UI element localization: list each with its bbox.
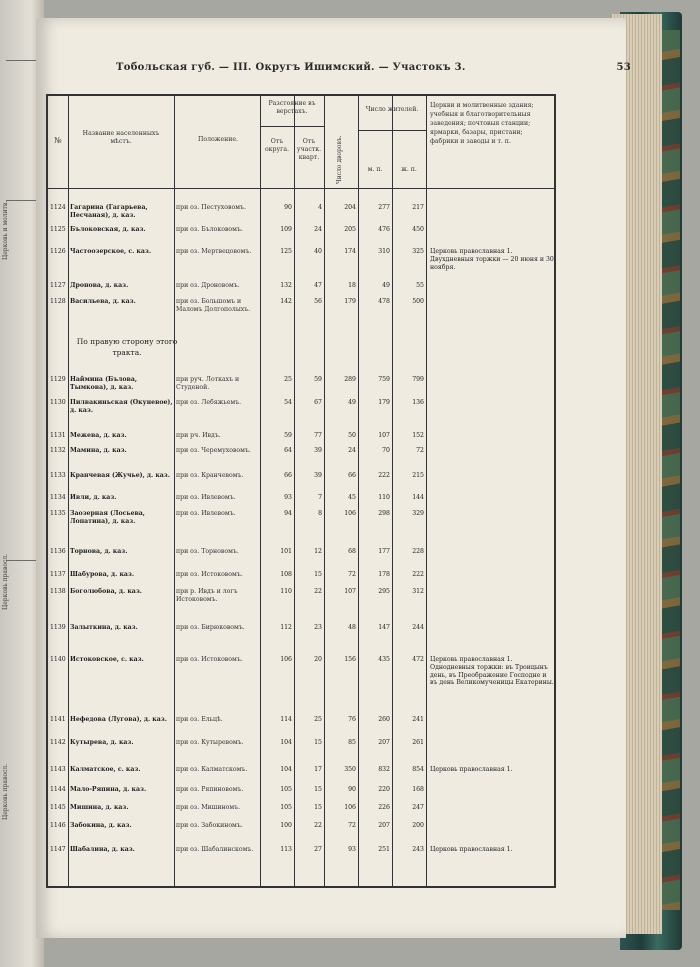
cell-num: 1143 [50,766,66,773]
cell-m: 478 [378,298,390,305]
cell-num: 1127 [50,282,66,289]
cell-m: 222 [378,472,390,479]
column-rule [174,96,175,886]
column-rule [358,96,359,886]
cell-hh: 72 [348,822,356,829]
cell-name: Мамина, д. каз. [70,447,127,454]
left-page-fragment: Церковь и молитв. [2,200,9,260]
cell-pos: при рч. Ивдъ. [176,432,221,439]
cell-name: Пилвакиньская (Окуневое), д. каз. [70,399,173,414]
cell-m: 207 [378,822,390,829]
cell-pos: при оз. Бълоковомъ. [176,226,243,233]
cell-f: 247 [412,804,424,811]
header-dist-uchastok: Отъ участк. кварт. [296,138,322,162]
page-title: Тобольская губ. — III. Округъ Ишимский. — Участокъ 3. [116,62,466,73]
statistics-table [46,94,556,888]
cell-hh: 90 [348,786,356,793]
cell-f: 500 [412,298,424,305]
column-rule [392,96,393,886]
cell-d1: 106 [280,656,292,663]
header-male: м. п. [367,166,383,173]
cell-m: 295 [378,588,390,595]
cell-d1: 54 [284,399,292,406]
cell-hh: 289 [344,376,356,383]
cell-pos: при оз. Кутыревомъ. [176,739,244,746]
cell-pos: при р. Ивдъ и логъ Истоковомъ. [176,588,238,603]
cell-hh: 156 [344,656,356,663]
header-rule [48,188,554,189]
header-distance: Разстояние въ верстахъ. [268,100,316,116]
cell-d2: 15 [314,786,322,793]
cell-d2: 12 [314,548,322,555]
cell-d1: 104 [280,766,292,773]
cell-num: 1132 [50,447,66,454]
cell-pos: при оз. Пестуховомъ. [176,204,246,211]
cell-name: Наймина (Бълова, Тымкова), д. каз. [70,376,138,391]
cell-d2: 39 [314,447,322,454]
cell-num: 1147 [50,846,66,853]
cell-pos: при оз. Калматскомъ. [176,766,248,773]
left-page-rule [6,60,36,61]
cell-pos: при оз. Дроновомъ. [176,282,240,289]
cell-hh: 205 [344,226,356,233]
cell-d2: 4 [318,204,322,211]
cell-f: 261 [412,739,424,746]
cell-hh: 24 [348,447,356,454]
cell-d1: 104 [280,739,292,746]
header-dist-okrug: Отъ округа. [264,138,290,154]
cell-d2: 8 [318,510,322,517]
cell-hh: 72 [348,571,356,578]
cell-hh: 66 [348,472,356,479]
cell-num: 1135 [50,510,66,517]
cell-pos: при оз. Ельцѣ. [176,716,223,723]
cell-d1: 113 [280,846,292,853]
cell-f: 222 [412,571,424,578]
cell-pos: при оз. Мертвецовомъ. [176,248,252,255]
cell-m: 220 [378,786,390,793]
cell-church: Церковь православная 1. Двухдневныя торжки — 20 июня и 30 ноября. [430,248,554,271]
header-num: № [54,136,62,145]
cell-f: 144 [412,494,424,501]
cell-d2: 23 [314,624,322,631]
cell-pos: при оз. Забокиномъ. [176,822,243,829]
cell-d2: 39 [314,472,322,479]
cell-d2: 15 [314,571,322,578]
cell-f: 136 [412,399,424,406]
cell-d1: 105 [280,804,292,811]
cell-name: Кранчевая (Жучье), д. каз. [70,472,170,479]
cell-d1: 59 [284,432,292,439]
cell-name: Ивли, д. каз. [70,494,117,501]
cell-hh: 85 [348,739,356,746]
cell-name: Заозерная (Лосьева, Лопатина), д. каз. [70,510,145,525]
cell-m: 110 [378,494,390,501]
cell-f: 450 [412,226,424,233]
cell-hh: 68 [348,548,356,555]
cell-hh: 174 [344,248,356,255]
cell-pos: при оз. Ряпиновомъ. [176,786,244,793]
cell-name: Торнова, д. каз. [70,548,128,555]
cell-f: 854 [412,766,424,773]
cell-num: 1142 [50,739,66,746]
cell-d2: 56 [314,298,322,305]
cell-d1: 132 [280,282,292,289]
cell-m: 207 [378,739,390,746]
cell-pos: при оз. Лебяжьемъ. [176,399,242,406]
cell-f: 325 [412,248,424,255]
column-rule [294,96,295,886]
cell-church: Церковь православная 1. [430,846,513,853]
cell-name: Шабалина, д. каз. [70,846,135,853]
column-rule [426,96,427,886]
cell-d2: 47 [314,282,322,289]
cell-num: 1139 [50,624,66,631]
cell-d1: 125 [280,248,292,255]
cell-m: 277 [378,204,390,211]
cell-f: 152 [412,432,424,439]
cell-f: 241 [412,716,424,723]
cell-m: 147 [378,624,390,631]
cell-d1: 25 [284,376,292,383]
cell-pos: при оз. Ивлевомъ. [176,510,236,517]
cell-d1: 66 [284,472,292,479]
cell-f: 244 [412,624,424,631]
left-page-fragment: Церковь правосл. [2,553,9,610]
cell-pos: при оз. Истоковомъ. [176,571,243,578]
cell-d1: 100 [280,822,292,829]
header-name: Название населенныхъ мѣстъ. [82,130,160,146]
cell-num: 1124 [50,204,66,211]
cell-hh: 45 [348,494,356,501]
cell-num: 1131 [50,432,66,439]
cell-num: 1141 [50,716,66,723]
cell-hh: 48 [348,624,356,631]
cell-f: 243 [412,846,424,853]
cell-name: Частоозерское, с. каз. [70,248,151,255]
cell-d2: 20 [314,656,322,663]
cell-hh: 50 [348,432,356,439]
cell-d2: 24 [314,226,322,233]
cell-pos: при оз. Торновомъ. [176,548,239,555]
cell-d1: 109 [280,226,292,233]
cell-d2: 17 [314,766,322,773]
cell-m: 435 [378,656,390,663]
cell-name: Нефедова (Лугова), д. каз. [70,716,167,723]
cell-d1: 90 [284,204,292,211]
cell-f: 329 [412,510,424,517]
cell-name: Дронова, д. каз. [70,282,129,289]
cell-num: 1130 [50,399,66,406]
cell-num: 1136 [50,548,66,555]
cell-d2: 22 [314,822,322,829]
cell-f: 55 [416,282,424,289]
cell-hh: 350 [344,766,356,773]
cell-m: 759 [378,376,390,383]
cell-f: 217 [412,204,424,211]
cell-m: 178 [378,571,390,578]
cell-d2: 15 [314,739,322,746]
cell-hh: 106 [344,510,356,517]
cell-pos: при оз. Большомъ и Маломъ Долгополыхъ. [176,298,251,313]
cell-d1: 114 [280,716,292,723]
cell-pos: при оз. Мишиномъ. [176,804,241,811]
cell-hh: 49 [348,399,356,406]
cell-d2: 7 [318,494,322,501]
cell-d1: 112 [280,624,292,631]
cell-m: 179 [378,399,390,406]
cell-pos: при оз. Шабалинскомъ. [176,846,254,853]
cell-d2: 59 [314,376,322,383]
cell-hh: 76 [348,716,356,723]
column-rule [260,96,261,886]
header-households: Число дворовъ. [336,135,343,184]
cell-hh: 204 [344,204,356,211]
cell-d2: 15 [314,804,322,811]
cell-d1: 94 [284,510,292,517]
cell-d1: 110 [280,588,292,595]
cell-hh: 179 [344,298,356,305]
cell-church: Церковь православная 1. Однодневныя торжки: въ Троицынъ день, въ Преображение Господне и въ день Великомученицы Екатерины. [430,656,554,687]
cell-d1: 108 [280,571,292,578]
cell-pos: при оз. Ивлевомъ. [176,494,236,501]
section-label: По правую сторону этого тракта. [76,337,178,358]
cell-num: 1140 [50,656,66,663]
header-subrule [358,130,426,131]
cell-num: 1126 [50,248,66,255]
cell-hh: 93 [348,846,356,853]
cell-f: 312 [412,588,424,595]
cell-name: Боголюбова, д. каз. [70,588,142,595]
cell-d2: 67 [314,399,322,406]
cell-m: 49 [382,282,390,289]
header-subrule [260,126,324,127]
cell-num: 1134 [50,494,66,501]
cell-num: 1128 [50,298,66,305]
cell-pos: при оз. Бирюковомъ. [176,624,245,631]
cell-name: Гагарина (Гагарьева, Песчаная), д. каз. [70,204,148,219]
cell-pos: при оз. Истоковомъ. [176,656,243,663]
column-rule [324,96,325,886]
cell-name: Кутырева, д. каз. [70,739,134,746]
cell-name: Истоковское, с. каз. [70,656,144,663]
cell-d1: 105 [280,786,292,793]
cell-m: 251 [378,846,390,853]
cell-d2: 27 [314,846,322,853]
cell-name: Залыткина, д. каз. [70,624,138,631]
cell-num: 1138 [50,588,66,595]
marbled-endpaper [660,30,680,910]
cell-m: 310 [378,248,390,255]
page-header [116,62,631,73]
cell-m: 107 [378,432,390,439]
cell-d1: 64 [284,447,292,454]
cell-m: 226 [378,804,390,811]
page-number: 53 [616,62,631,73]
cell-name: Калматское, с. каз. [70,766,141,773]
left-page-rule [6,560,36,561]
cell-name: Шабурова, д. каз. [70,571,135,578]
cell-hh: 106 [344,804,356,811]
cell-hh: 107 [344,588,356,595]
cell-num: 1125 [50,226,66,233]
cell-num: 1144 [50,786,66,793]
cell-m: 476 [378,226,390,233]
cell-d1: 93 [284,494,292,501]
column-rule [68,96,69,886]
cell-m: 832 [378,766,390,773]
cell-m: 298 [378,510,390,517]
cell-f: 799 [412,376,424,383]
left-page-rule [6,200,36,201]
cell-f: 168 [412,786,424,793]
header-inhabitants: Число жителей. [365,106,419,113]
cell-name: Мишина, д. каз. [70,804,129,811]
cell-pos: при оз. Черемуховомъ. [176,447,251,454]
cell-num: 1146 [50,822,66,829]
cell-m: 260 [378,716,390,723]
cell-church: Церковь православная 1. [430,766,513,773]
cell-d1: 101 [280,548,292,555]
cell-name: Васильева, д. каз. [70,298,136,305]
cell-f: 472 [412,656,424,663]
cell-hh: 18 [348,282,356,289]
cell-name: Мало-Ряпина, д. каз. [70,786,147,793]
cell-d2: 77 [314,432,322,439]
cell-pos: при руч. Лоткахъ и Студеной. [176,376,240,391]
cell-num: 1133 [50,472,66,479]
cell-f: 228 [412,548,424,555]
cell-d2: 25 [314,716,322,723]
cell-m: 177 [378,548,390,555]
cell-d2: 22 [314,588,322,595]
cell-f: 215 [412,472,424,479]
cell-name: Забокина, д. каз. [70,822,132,829]
cell-f: 72 [416,447,424,454]
left-page-fragment: Церковь правосл. [2,763,9,820]
cell-num: 1137 [50,571,66,578]
cell-name: Межева, д. каз. [70,432,127,439]
cell-name: Бълоковская, д. каз. [70,226,146,233]
cell-num: 1145 [50,804,66,811]
cell-pos: при оз. Кранчевомъ. [176,472,244,479]
header-position: Положение. [197,136,238,143]
cell-num: 1129 [50,376,66,383]
cell-d2: 40 [314,248,322,255]
cell-f: 200 [412,822,424,829]
header-female: ж. п. [401,166,417,173]
cell-d1: 142 [280,298,292,305]
header-church: Церкви и молитвенные здания; учебныя и благотворительныя заведения; почтовыя станции; ярмарки, базары, пристани; фабрики и заводы и т. п. [430,102,534,145]
cell-m: 70 [382,447,390,454]
